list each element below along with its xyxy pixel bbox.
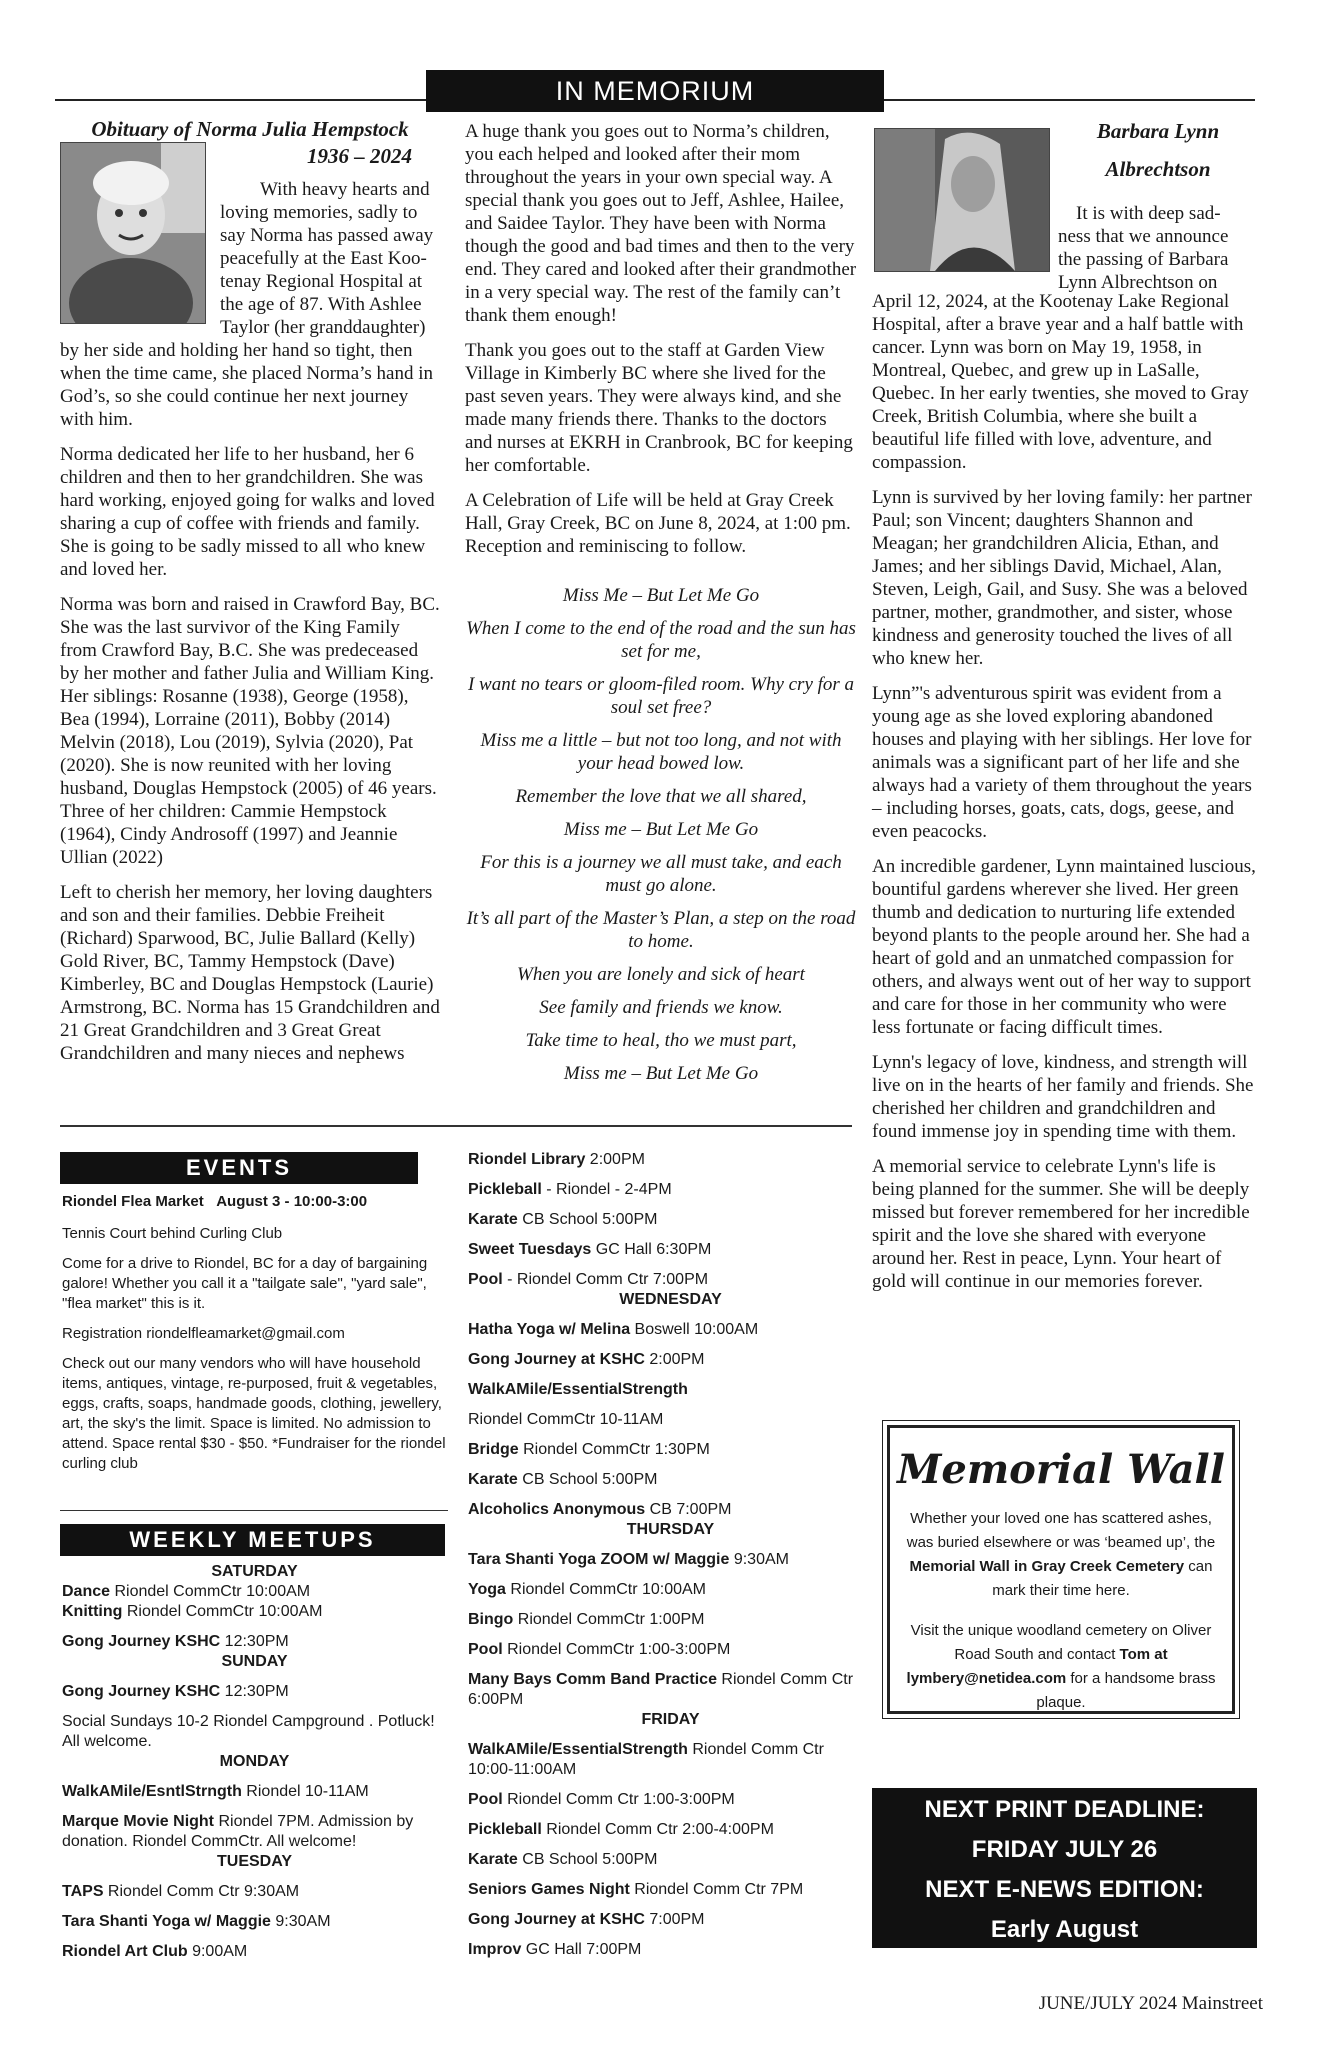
norma-p1-line: tenay Regional Hospital at: [220, 271, 423, 292]
meetup-item: WalkAMile/EssentialStrength: [468, 1381, 688, 1398]
meetup-item: Gong Journey KSHC 12:30PM: [62, 1633, 289, 1650]
event-vendors: Check out our many vendors who will have household items, antiques, vintage, re-purposed, fruit & vegetables, eggs, crafts, soaps, handmade goods, clothing, jewellery, art, the sky's the limit. Space is limited. No admission to attend. Space rental $30 - $50. *Fundraiser for the riondel curling club: [62, 1355, 446, 1472]
day-monday: MONDAY: [219, 1753, 290, 1770]
poem-line: It’s all part of the Master’s Plan, a step on the road to home.: [466, 908, 856, 952]
barbara-p1-line: It is with deep sad-: [1076, 203, 1221, 224]
thanks-p2: Thank you goes out to the staff at Garden View Village in Kimberly BC where she lived for the past seven years. They were always kind, and she made many friends there. Thanks to the doctors and nurses at EKRH in Cranbrook, BC for keeping her comfortable.: [465, 340, 853, 476]
meetup-item: Karate CB School 5:00PM: [468, 1211, 658, 1228]
memorial-wall-text: Whether your loved one has scattered ashes, was buried elsewhere or was ‘beamed up’, the: [906, 1510, 1216, 1551]
meetup-item: Seniors Games Night Riondel Comm Ctr 7PM: [468, 1881, 804, 1898]
thanks-p3: A Celebration of Life will be held at Gray Creek Hall, Gray Creek, BC on June 8, 2024, at 1:00 pm. Reception and reminiscing to follow.: [465, 490, 851, 557]
meetup-item: Gong Journey KSHC 12:30PM: [62, 1683, 289, 1700]
barbara-obituary: [872, 118, 1257, 1305]
meetup-item: Bingo Riondel CommCtr 1:00PM: [468, 1611, 705, 1628]
poem-line: Miss Me – But Let Me Go: [562, 585, 760, 606]
norma-p3: Norma was born and raised in Crawford Bay, BC. She was the last survivor of the King Family from Crawford Bay, B.C. She was predeceased by her mother and father Julia and William King. Her siblings: Rosanne (1938), George (1958), Bea (1994), Lorraine (2011), Bobby (2014) Melvin (2018), Lou (2019), Sylvia (2020), Pat (2020). She is now reunited with her loving husband, Douglas Hempstock (2005) of 46 years. Three of her children: Cammie Hempstock (1964), Cindy Androsoff (1997) and Jeannie Ullian (2022): [60, 594, 440, 868]
weekly-left: [62, 1562, 447, 1972]
deadline-box: [872, 1788, 1257, 1948]
section-divider: [60, 1125, 852, 1127]
memorial-wall-text: Visit the unique woodland cemetery on Oliver Road South and contact: [910, 1622, 1212, 1663]
meetup-item: TAPS Riondel Comm Ctr 9:30AM: [62, 1883, 300, 1900]
event-location: Tennis Court behind Curling Club: [62, 1225, 283, 1242]
meetup-item: WalkAMile/EsntlStrngth Riondel 10-11AM: [62, 1783, 369, 1800]
norma-obituary: [60, 116, 440, 1077]
day-wednesday: WEDNESDAY: [619, 1291, 722, 1308]
meetup-item: Bridge Riondel CommCtr 1:30PM: [468, 1441, 710, 1458]
section-title: IN MEMORIUM: [426, 70, 884, 112]
meetup-item: Tara Shanti Yoga w/ Maggie 9:30AM: [62, 1913, 331, 1930]
poem-line: Remember the love that we all shared,: [515, 786, 807, 807]
barbara-p2: Lynn is survived by her loving family: her partner Paul; son Vincent; daughters Shannon and Meagan; her grandchildren Alicia, Ethan, and James; and her siblings David, Michael, Alan, Steven, Leigh, Gail, and Susy. She was a beloved partner, mother, grandmother, and sister, whose kindness and generosity touched the lives of all who knew her.: [872, 487, 1252, 669]
poem-line: Miss me – But Let Me Go: [563, 819, 759, 840]
event-date: August 3 - 10:00-3:00: [216, 1193, 368, 1210]
poem-line: Miss me – But Let Me Go: [563, 1063, 759, 1084]
meetup-item: Riondel Art Club 9:00AM: [62, 1943, 248, 1960]
meetup-item: Marque Movie Night Riondel 7PM. Admission by donation. Riondel CommCtr. All welcome!: [62, 1813, 414, 1850]
norma-p1-line: loving memories, sadly to: [220, 202, 418, 223]
events-section: [62, 1192, 447, 1484]
poem-line: When you are lonely and sick of heart: [517, 964, 805, 985]
barbara-name-2: Albrechtson: [1105, 157, 1211, 181]
barbara-p1-line: Lynn Albrechtson on: [1058, 272, 1218, 293]
weekly-heading: WEEKLY MEETUPS: [60, 1524, 445, 1556]
poem-line: Miss me a little – but not too long, and not with your head bowed low.: [480, 730, 842, 774]
meetup-item: Pool - Riondel Comm Ctr 7:00PM: [468, 1271, 709, 1288]
poem: [465, 584, 857, 1085]
poem-line: I want no tears or gloom-filed room. Why cry for a soul set free?: [467, 674, 855, 718]
meetup-item-detail: Riondel CommCtr 10-11AM: [468, 1411, 664, 1428]
meetup-item: Pool Riondel CommCtr 1:00-3:00PM: [468, 1641, 731, 1658]
deadline-line: FRIDAY JULY 26: [971, 1836, 1158, 1863]
portrait-young-woman-icon: [875, 129, 1049, 271]
meetup-item: Hatha Yoga w/ Melina Boswell 10:00AM: [468, 1321, 759, 1338]
meetup-item: Sweet Tuesdays GC Hall 6:30PM: [468, 1241, 712, 1258]
day-sunday: SUNDAY: [221, 1653, 288, 1670]
memorial-wall-contact: Tom at lymbery@netidea.com: [906, 1646, 1168, 1687]
meetup-item: Karate CB School 5:00PM: [468, 1471, 658, 1488]
meetup-item: Gong Journey at KSHC 2:00PM: [468, 1351, 705, 1368]
meetup-item: Pickleball - Riondel - 2-4PM: [468, 1181, 672, 1198]
meetup-item: Tara Shanti Yoga ZOOM w/ Maggie 9:30AM: [468, 1551, 789, 1568]
norma-photo: [60, 142, 206, 324]
memorial-wall-text: for a handsome brass plaque.: [1036, 1670, 1216, 1711]
barbara-p1-rest: April 12, 2024, at the Kootenay Lake Regional Hospital, after a brave year and a half battle with cancer. Lynn was born on May 19, 1958, in Montreal, Quebec, and grew up in LaSalle, Quebec. In her early twenties, she moved to Gray Creek, British Columbia, where she built a beautiful life filled with love, adventure, and compassion.: [872, 291, 1249, 473]
norma-p1-line: peacefully at the East Koo-: [220, 248, 427, 269]
barbara-p6: A memorial service to celebrate Lynn's life is being planned for the summer. She will be deeply missed but forever remembered for her incredible spirit and the love she shared with everyone around her. Rest in peace, Lynn. Your heart of gold will continue in our memories forever.: [872, 1156, 1250, 1292]
events-divider: [60, 1510, 448, 1511]
norma-p1-line: Taylor (her granddaughter): [220, 317, 426, 338]
thanks-section: [465, 120, 857, 1095]
meetup-item: Yoga Riondel CommCtr 10:00AM: [468, 1581, 707, 1598]
memorial-wall-ad: [887, 1425, 1235, 1714]
norma-p2: Norma dedicated her life to her husband, her 6 children and then to her grandchildren. She was hard working, enjoyed going for walks and loved sharing a cup of coffee with friends and family. She is going to be sadly missed to all who knew and loved her.: [60, 444, 435, 580]
poem-line: See family and friends we know.: [539, 997, 783, 1018]
meetup-item: Improv GC Hall 7:00PM: [468, 1941, 642, 1958]
day-friday: FRIDAY: [641, 1711, 700, 1728]
poem-line: Take time to heal, tho we must part,: [525, 1030, 797, 1051]
portrait-elderly-woman-icon: [61, 143, 205, 323]
norma-dates: 1936 – 2024: [307, 144, 412, 168]
norma-p1-line: the age of 87. With Ashlee: [220, 294, 422, 315]
barbara-name-1: Barbara Lynn: [1096, 119, 1220, 143]
meetup-item: Gong Journey at KSHC 7:00PM: [468, 1911, 705, 1928]
poem-line: When I come to the end of the road and the sun has set for me,: [466, 618, 856, 662]
meetup-item: Karate CB School 5:00PM: [468, 1851, 658, 1868]
barbara-photo: [874, 128, 1050, 272]
event-title: Riondel Flea Market: [62, 1193, 204, 1210]
event-registration: Registration riondelfleamarket@gmail.com: [62, 1325, 345, 1342]
norma-p1-line: With heavy hearts and: [260, 179, 430, 200]
meetup-item: Alcoholics Anonymous CB 7:00PM: [468, 1501, 732, 1518]
meetup-item: Pool Riondel Comm Ctr 1:00-3:00PM: [468, 1791, 735, 1808]
day-saturday: SATURDAY: [211, 1563, 298, 1580]
meetup-social-sundays: Social Sundays 10-2 Riondel Campground . Potluck! All welcome.: [62, 1713, 435, 1750]
deadline-line: NEXT PRINT DEADLINE:: [924, 1796, 1205, 1823]
norma-title: Obituary of Norma Julia Hempstock: [91, 117, 409, 141]
memorial-wall-title: Memorial Wall: [897, 1446, 1225, 1493]
barbara-p4: An incredible gardener, Lynn maintained luscious, bountiful gardens wherever she lived. Her green thumb and dedication to nurturing life extended beyond plants to the people around her. She had a heart of gold and an unmatched compassion for others, and always went out of her way to support and care for those in her community who were less fortunate or facing difficult times.: [872, 856, 1256, 1038]
day-thursday: THURSDAY: [626, 1521, 715, 1538]
weekly-right: [468, 1150, 853, 1970]
meetup-item: Knitting Riondel CommCtr 10:00AM: [62, 1603, 323, 1620]
barbara-p1-line: the passing of Barbara: [1058, 249, 1229, 270]
barbara-p3: Lynn”'s adventurous spirit was evident from a young age as she loved exploring abandoned houses and playing with her siblings. Her love for animals was a significant part of her life and she always had a variety of them throughout the years – including horses, goats, cats, dogs, geese, and even peacocks.: [872, 683, 1252, 842]
meetup-item: Riondel Library 2:00PM: [468, 1151, 645, 1168]
barbara-p5: Lynn's legacy of love, kindness, and strength will live on in the hearts of her family and friends. She cherished her children and grandchildren and found immense joy in spending time with them.: [872, 1052, 1254, 1142]
memorial-wall-text: can mark their time here.: [992, 1558, 1213, 1599]
event-description: Come for a drive to Riondel, BC for a day of bargaining galore! Whether you call it a "tailgate sale", "yard sale", "flea market" this is it.: [62, 1255, 428, 1312]
day-tuesday: TUESDAY: [217, 1853, 292, 1870]
deadline-line: NEXT E-NEWS EDITION:: [925, 1876, 1204, 1903]
events-heading: EVENTS: [60, 1152, 418, 1184]
poem-line: For this is a journey we all must take, and each must go alone.: [480, 852, 842, 896]
meetup-item: WalkAMile/EssentialStrength Riondel Comm Ctr 10:00-11:00AM: [468, 1741, 824, 1778]
meetup-item: Many Bays Comm Band Practice Riondel Comm Ctr 6:00PM: [468, 1671, 854, 1708]
meetup-item: Pickleball Riondel Comm Ctr 2:00-4:00PM: [468, 1821, 774, 1838]
meetup-item: Dance Riondel CommCtr 10:00AM: [62, 1583, 311, 1600]
norma-p1-rest: by her side and holding her hand so tight, then when the time came, she placed Norma’s hand in God’s, so she could continue her next journey with him.: [60, 340, 434, 430]
norma-p4: Left to cherish her memory, her loving daughters and son and their families. Debbie Freiheit (Richard) Sparwood, BC, Julie Ballard (Kelly) Gold River, BC, Tammy Hempstock (Dave) Kimberley, BC and Douglas Hempstock (Laurie) Armstrong, BC. Norma has 15 Grandchildren and 21 Great Grandchildren and 3 Great Great Grandchildren and many nieces and nephews: [60, 882, 440, 1064]
thanks-p1: A huge thank you goes out to Norma’s children, you each helped and looked after their mom throughout the years in your own special way. A special thank you goes out to Jeff, Ashlee, Hailee, and Saidee Taylor. They have been with Norma though the good and bad times and then to the very end. They cared and looked after their grandmother in a very special way. The rest of the family can’t thank them enough!: [465, 121, 857, 326]
page-footer: JUNE/JULY 2024 Mainstreet: [1038, 1993, 1263, 2014]
memorial-wall-bold: Memorial Wall in Gray Creek Cemetery: [909, 1558, 1185, 1575]
barbara-p1-line: ness that we announce: [1058, 226, 1229, 247]
deadline-line: Early August: [990, 1916, 1139, 1943]
norma-p1-line: say Norma has passed away: [220, 225, 434, 246]
